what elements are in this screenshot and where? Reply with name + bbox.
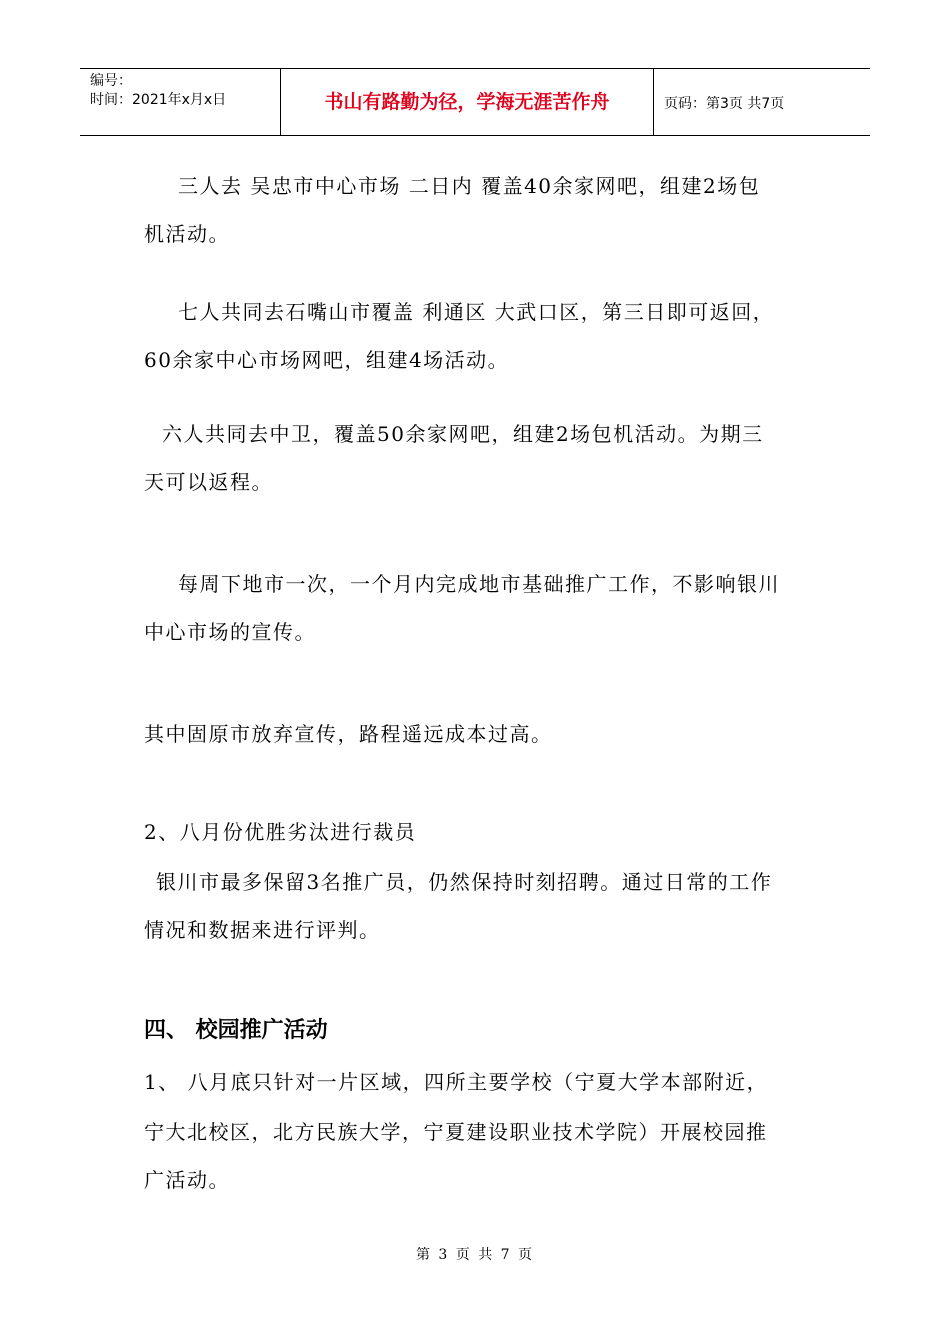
header-page-info: 页码：第3页 共7页 [664, 96, 785, 112]
section-heading: 四、 校园推广活动 [144, 1018, 328, 1043]
paragraph-line: 银川市最多保留3名推广员，仍然保持时刻招聘。通过日常的工作 [156, 870, 773, 894]
paragraph-line: 每周下地市一次，一个月内完成地市基础推广工作，不影响银川 [178, 572, 780, 596]
paragraph-line: 天可以返程。 [144, 470, 273, 494]
paragraph-line: 中心市场的宣传。 [144, 620, 316, 644]
paragraph-line: 七人共同去石嘴山市覆盖 利通区 大武口区，第三日即可返回， [178, 300, 775, 324]
paragraph-line: 1、 八月底只针对一片区域，四所主要学校（宁夏大学本部附近， [144, 1070, 769, 1094]
paragraph-line: 广活动。 [144, 1168, 230, 1192]
paragraph-line: 其中固原市放弃宣传，路程遥远成本过高。 [144, 722, 553, 746]
list-item-heading: 2、八月份优胜劣汰进行裁员 [144, 820, 417, 844]
document-number-label: 编号： [90, 73, 132, 89]
paragraph-line: 宁大北校区，北方民族大学，宁夏建设职业技术学院）开展校园推 [144, 1120, 768, 1144]
paragraph-line: 情况和数据来进行评判。 [144, 918, 381, 942]
paragraph-line: 六人共同去中卫，覆盖50余家网吧，组建2场包机活动。为期三 [162, 422, 764, 446]
paragraph-line: 60余家中心市场网吧，组建4场活动。 [144, 348, 510, 372]
header-motto: 书山有路勤为径，学海无涯苦作舟 [324, 91, 610, 113]
paragraph-line: 三人去 吴忠市中心市场 二日内 覆盖40余家网吧，组建2场包 [178, 174, 761, 198]
page-footer: 第 3 页 共 7 页 [415, 1247, 535, 1263]
header-page-cell [654, 69, 870, 135]
paragraph-line: 机活动。 [144, 222, 230, 246]
header-motto-cell [281, 69, 654, 135]
document-header [80, 68, 870, 136]
header-meta-cell [80, 69, 281, 135]
document-time-label: 时间：2021年x月x日 [90, 92, 227, 108]
